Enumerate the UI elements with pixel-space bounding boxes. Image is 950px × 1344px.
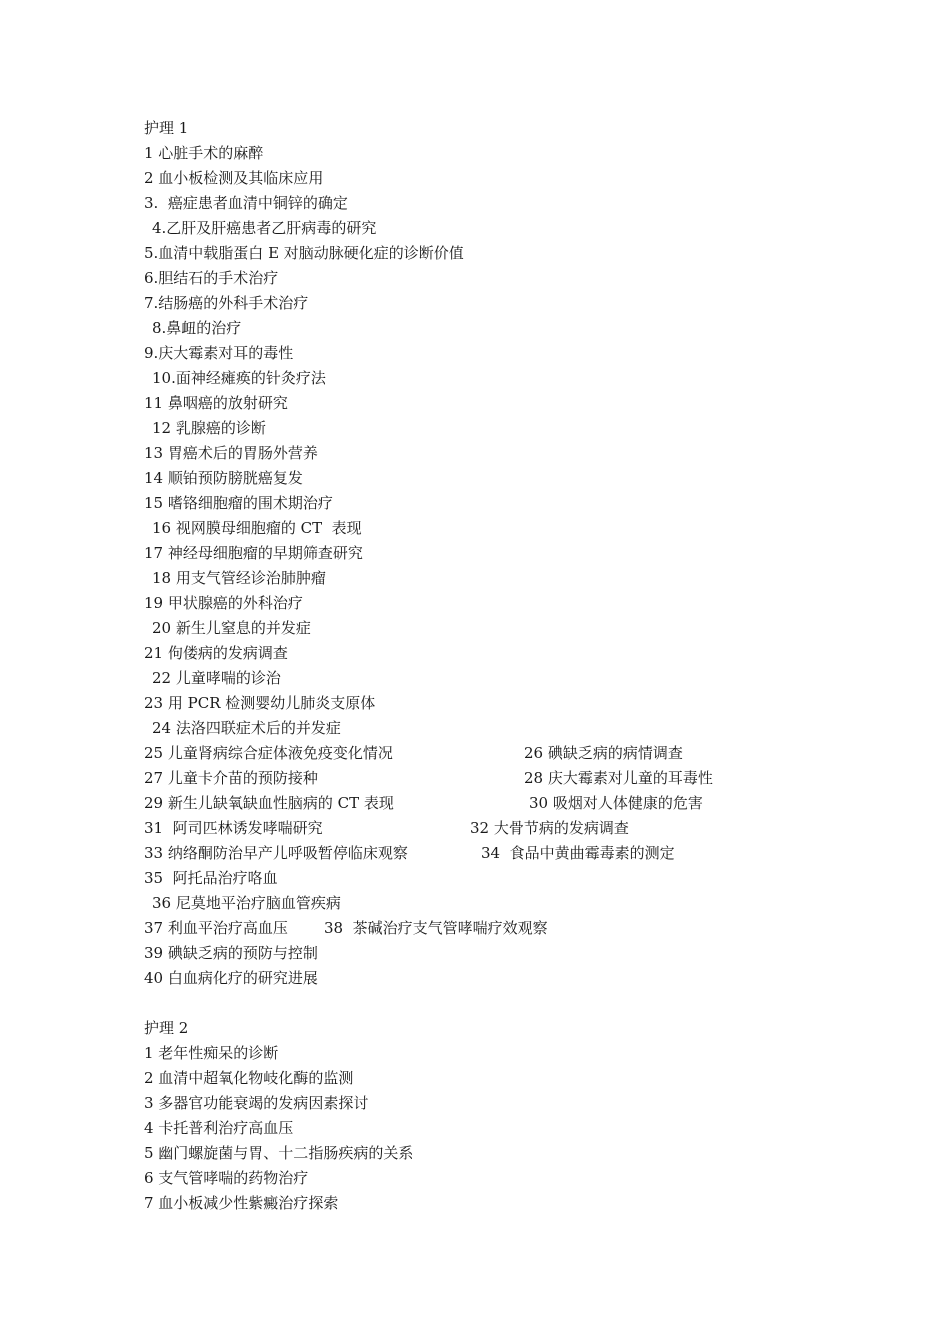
- list-item: 7.结肠癌的外科手术治疗: [144, 294, 309, 312]
- list-item: 4 卡托普利治疗高血压: [144, 1119, 294, 1137]
- list-item: 7 血小板减少性紫癜治疗探索: [144, 1194, 339, 1212]
- list-item: 25 儿童肾病综合症体液免疫变化情况: [144, 744, 393, 762]
- list-item: 2 血小板检测及其临床应用: [144, 169, 324, 187]
- list-item: 16 视网膜母细胞瘤的 CT 表现: [152, 519, 362, 537]
- list-item: 18 用支气管经诊治肺肿瘤: [152, 569, 326, 587]
- list-item: 40 白血病化疗的研究进展: [144, 969, 318, 987]
- list-item: 36 尼莫地平治疗脑血管疾病: [152, 894, 341, 912]
- list-item: 38 茶碱治疗支气管哮喘疗效观察: [324, 919, 548, 937]
- list-item: 26 碘缺乏病的病情调查: [524, 744, 683, 762]
- list-item: 19 甲状腺癌的外科治疗: [144, 594, 303, 612]
- list-item: 22 儿童哮喘的诊治: [152, 669, 281, 687]
- list-item: 21 佝偻病的发病调查: [144, 644, 288, 662]
- list-item: 3 多器官功能衰竭的发病因素探讨: [144, 1094, 369, 1112]
- list-item: 10.面神经瘫痪的针灸疗法: [152, 369, 326, 387]
- list-item: 12 乳腺癌的诊断: [152, 419, 266, 437]
- list-item: 28 庆大霉素对儿童的耳毒性: [524, 769, 713, 787]
- section1-heading: 护理 1: [144, 119, 189, 137]
- list-item: 4.乙肝及肝癌患者乙肝病毒的研究: [152, 219, 377, 237]
- list-item: 5.血清中载脂蛋白 E 对脑动脉硬化症的诊断价值: [144, 244, 464, 262]
- list-item: 1 心脏手术的麻醉: [144, 144, 264, 162]
- list-item: 35 阿托品治疗咯血: [144, 869, 278, 887]
- list-item: 30 吸烟对人体健康的危害: [529, 794, 703, 812]
- list-item: 33 纳络酮防治早产儿呼吸暂停临床观察: [144, 844, 408, 862]
- list-item: 39 碘缺乏病的预防与控制: [144, 944, 318, 962]
- list-item: 3. 癌症患者血清中铜锌的确定: [144, 194, 348, 212]
- list-item: 32 大骨节病的发病调查: [470, 819, 629, 837]
- list-item: 17 神经母细胞瘤的早期筛查研究: [144, 544, 363, 562]
- list-item: 6 支气管哮喘的药物治疗: [144, 1169, 309, 1187]
- list-item: 2 血清中超氧化物岐化酶的监测: [144, 1069, 354, 1087]
- list-item: 27 儿童卡介苗的预防接种: [144, 769, 318, 787]
- list-item: 29 新生儿缺氧缺血性脑病的 CT 表现: [144, 794, 394, 812]
- list-item: 15 嗜铬细胞瘤的围术期治疗: [144, 494, 333, 512]
- list-item: 6.胆结石的手术治疗: [144, 269, 279, 287]
- list-item: 31 阿司匹林诱发哮喘研究: [144, 819, 323, 837]
- list-item: 23 用 PCR 检测婴幼儿肺炎支原体: [144, 694, 376, 712]
- list-item: 14 顺铂预防膀胱癌复发: [144, 469, 303, 487]
- list-item: 11 鼻咽癌的放射研究: [144, 394, 288, 412]
- section2-heading: 护理 2: [144, 1019, 189, 1037]
- list-item: 1 老年性痴呆的诊断: [144, 1044, 279, 1062]
- list-item: 24 法洛四联症术后的并发症: [152, 719, 341, 737]
- list-item: 13 胃癌术后的胃肠外营养: [144, 444, 318, 462]
- list-item: 20 新生儿窒息的并发症: [152, 619, 311, 637]
- list-item: 5 幽门螺旋菌与胃、十二指肠疾病的关系: [144, 1144, 414, 1162]
- list-item: 8.鼻衄的治疗: [152, 319, 242, 337]
- list-item: 37 利血平治疗高血压: [144, 919, 288, 937]
- list-item: 34 食品中黄曲霉毒素的测定: [481, 844, 675, 862]
- list-item: 9.庆大霉素对耳的毒性: [144, 344, 294, 362]
